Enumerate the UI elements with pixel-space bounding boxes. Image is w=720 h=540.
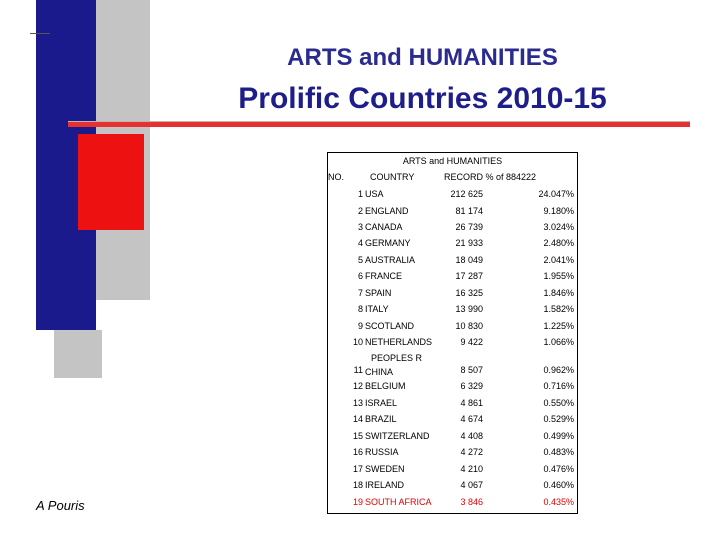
row-number: 18 xyxy=(352,480,363,490)
row-country: SOUTH AFRICA xyxy=(365,497,432,507)
row-records: 21 933 xyxy=(455,238,483,248)
countries-table xyxy=(327,152,578,514)
row-percent: 9.180% xyxy=(543,206,574,216)
row-records: 8 507 xyxy=(460,365,483,375)
row-percent: 1.846% xyxy=(543,288,574,298)
row-country: PEOPLES R CHINA xyxy=(365,353,423,377)
row-percent: 1.225% xyxy=(543,321,574,331)
row-country: NETHERLANDS xyxy=(365,337,433,347)
row-country: SPAIN xyxy=(365,288,392,298)
table-row xyxy=(328,321,577,335)
table-row xyxy=(328,497,577,511)
table-row xyxy=(328,447,577,461)
row-records: 4 861 xyxy=(460,398,483,408)
table-row xyxy=(328,238,577,252)
table-row xyxy=(328,431,577,445)
row-records: 4 674 xyxy=(460,414,483,424)
row-country: AUSTRALIA xyxy=(365,255,416,265)
slide-title: Prolific Countries 2010-15 xyxy=(238,82,607,115)
row-country: BELGIUM xyxy=(365,381,406,391)
row-records: 3 846 xyxy=(460,497,483,507)
row-number: 7 xyxy=(357,288,363,298)
table-row xyxy=(328,464,577,478)
row-country: ISRAEL xyxy=(365,398,398,408)
table-row xyxy=(328,222,577,236)
row-country: SCOTLAND xyxy=(365,321,415,331)
table-row xyxy=(328,381,577,395)
row-records: 4 408 xyxy=(460,431,483,441)
row-percent: 0.962% xyxy=(543,365,574,375)
row-records: 6 329 xyxy=(460,381,483,391)
row-number: 15 xyxy=(352,431,363,441)
table-row xyxy=(328,206,577,220)
row-number: 9 xyxy=(357,321,363,331)
row-records: 13 990 xyxy=(455,304,483,314)
row-country: ITALY xyxy=(365,304,389,314)
row-number: 4 xyxy=(357,238,363,248)
decorative-corner-line xyxy=(30,33,50,34)
row-country: ENGLAND xyxy=(365,206,409,216)
row-records: 4 210 xyxy=(460,464,483,474)
table-caption: ARTS and HUMANITIES xyxy=(402,156,503,166)
row-percent: 0.483% xyxy=(543,447,574,457)
row-country: USA xyxy=(365,189,384,199)
row-country: GERMANY xyxy=(365,238,411,248)
row-number: 17 xyxy=(352,464,363,474)
author-credit: A Pouris xyxy=(36,498,85,513)
row-percent: 2.041% xyxy=(543,255,574,265)
table-row xyxy=(328,271,577,285)
table-row xyxy=(328,288,577,302)
row-number: 6 xyxy=(357,271,363,281)
row-records: 212 625 xyxy=(450,189,483,199)
row-number: 13 xyxy=(352,398,363,408)
row-number: 2 xyxy=(357,206,363,216)
row-number: 11 xyxy=(353,365,363,375)
row-percent: 1.582% xyxy=(543,304,574,314)
row-percent: 1.955% xyxy=(543,271,574,281)
row-number: 8 xyxy=(357,304,363,314)
row-records: 26 739 xyxy=(455,222,483,232)
slide-subtitle: ARTS and HUMANITIES xyxy=(287,44,558,71)
table-row xyxy=(328,398,577,412)
row-number: 5 xyxy=(357,255,363,265)
row-percent: 0.529% xyxy=(543,414,574,424)
row-percent: 0.499% xyxy=(543,431,574,441)
row-records: 16 325 xyxy=(455,288,483,298)
row-country: FRANCE xyxy=(365,271,403,281)
row-number: 14 xyxy=(352,414,363,424)
table-row xyxy=(328,255,577,269)
row-country: CANADA xyxy=(365,222,403,232)
row-country: RUSSIA xyxy=(365,447,399,457)
row-number: 16 xyxy=(352,447,363,457)
row-percent: 1.066% xyxy=(543,337,574,347)
row-country: IRELAND xyxy=(365,480,405,490)
row-records: 4 272 xyxy=(460,447,483,457)
row-percent: 0.460% xyxy=(543,480,574,490)
table-row xyxy=(328,480,577,494)
row-records: 9 422 xyxy=(460,337,483,347)
row-percent: 0.716% xyxy=(543,381,574,391)
row-number: 3 xyxy=(357,222,363,232)
table-row xyxy=(328,304,577,318)
row-records: 10 830 xyxy=(455,321,483,331)
row-number: 10 xyxy=(352,337,363,347)
row-country: SWEDEN xyxy=(365,464,405,474)
row-records: 17 287 xyxy=(455,271,483,281)
header-no: NO. xyxy=(328,172,345,182)
row-records: 81 174 xyxy=(455,206,483,216)
row-number: 19 xyxy=(352,497,363,507)
row-percent: 3.024% xyxy=(543,222,574,232)
row-country: BRAZIL xyxy=(365,414,397,424)
row-percent: 0.435% xyxy=(543,497,574,507)
row-percent: 24.047% xyxy=(538,189,574,199)
decorative-gray-block xyxy=(54,330,102,378)
row-records: 4 067 xyxy=(460,480,483,490)
header-record: RECORD % of 884222 xyxy=(444,172,537,182)
row-number: 12 xyxy=(352,381,363,391)
header-country: COUNTRY xyxy=(370,172,415,182)
row-percent: 0.476% xyxy=(543,464,574,474)
row-percent: 2.480% xyxy=(543,238,574,248)
table-row xyxy=(328,353,577,379)
decorative-red-block xyxy=(78,134,144,230)
row-percent: 0.550% xyxy=(543,398,574,408)
table-row xyxy=(328,337,577,351)
row-records: 18 049 xyxy=(455,255,483,265)
row-country: SWITZERLAND xyxy=(365,431,430,441)
table-row xyxy=(328,189,577,203)
table-row xyxy=(328,414,577,428)
title-underline-rule xyxy=(68,121,690,127)
row-number: 1 xyxy=(357,189,363,199)
